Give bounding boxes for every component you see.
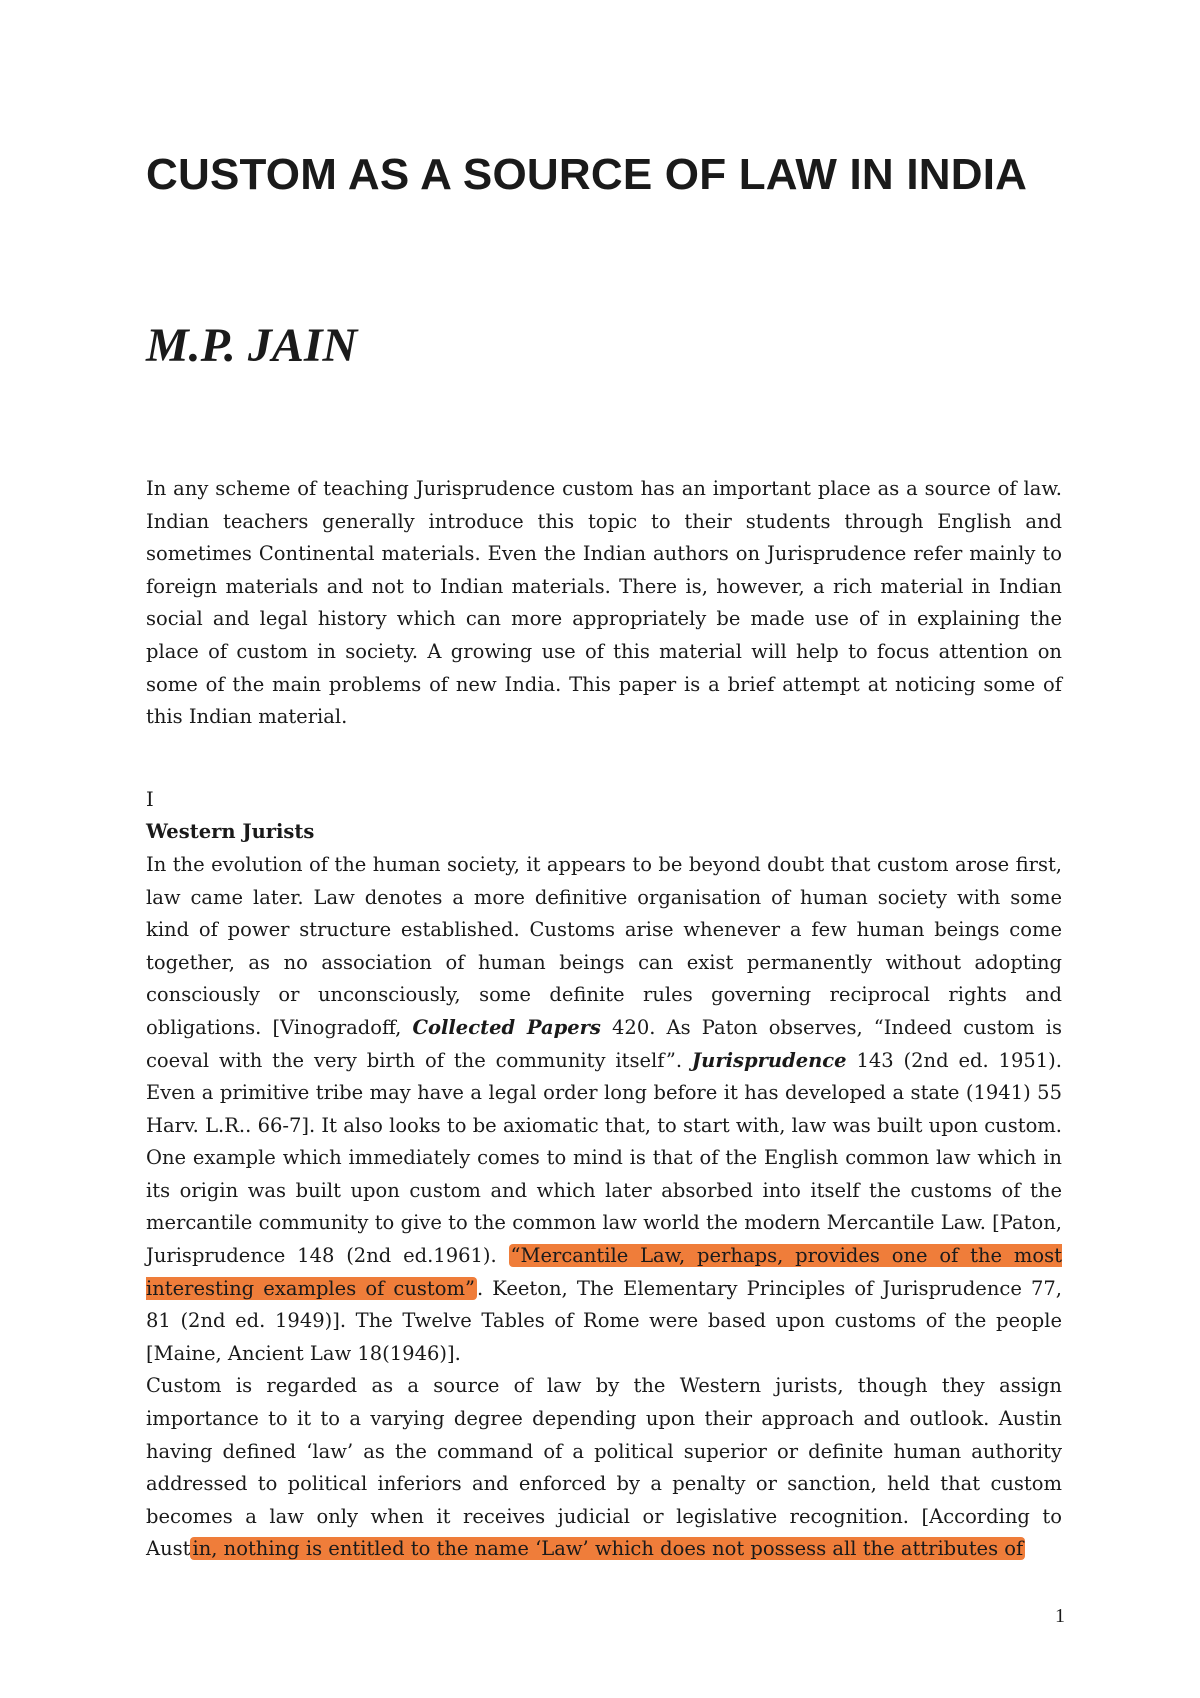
text-run: 143 (2nd ed. 1951). Even a primitive tribe may have a legal order long before it has developed a state (1941) 55 Harv. L.R.. 66-7]. It also looks to be axiomatic that, to start with, law was built upon custom. One example which immediately comes to mind is that of the English common law which in its origin was built upon custom and which later absorbed into itself the customs of the mercantile community to give to the common law world the modern Mercantile Law. [Paton, Jurisprudence 148 (2nd ed.1961). xyxy=(146,1048,1062,1268)
highlighted-passage: in, nothing is entitled to the name ‘Law’ which does not possess all the attributes of xyxy=(192,1537,1024,1561)
text-run: Custom is regarded as a source of law by the Western jurists, though they assign importance to it to a varying degree depending upon their approach and outlook. Austin having defined ‘law’ as the command of a political superior or definite human authority addressed to political inferiors and enforced by a penalty or sanction, held that custom becomes a law only when it receives judicial or legislative recognition. [According to Aust xyxy=(146,1374,1062,1561)
body-paragraph-2 xyxy=(146,1370,1062,1566)
document-body xyxy=(146,473,1062,1566)
highlighted-quote: “Mercantile Law, perhaps, provides one of the most interesting examples of custom” xyxy=(146,1244,1062,1300)
text-run: . Keeton, The Elementary Principles of Jurisprudence 77, 81 (2nd ed. 1949)]. The Twelve Tables of Rome were based upon customs of the people [Maine, Ancient Law 18(1946)]. xyxy=(146,1276,1063,1365)
intro-paragraph: In any scheme of teaching Jurisprudence custom has an important place as a source of law. Indian teachers generally introduce this topic to their students through English and sometimes Continental materials. Even the Indian authors on Jurisprudence refer mainly to foreign materials and not to Indian materials. There is, however, a rich material in Indian social and legal history which can more appropriately be made use of in explaining the place of custom in society. A growing use of this material will help to focus attention on some of the main problems of new India. This paper is a brief attempt at noticing some of this Indian material. xyxy=(146,477,1062,729)
citation-jurisprudence: Jurisprudence xyxy=(691,1048,847,1072)
paragraph-gap xyxy=(146,734,1062,784)
text-run: 420. As Paton observes, “Indeed custom is coeval with the very birth of the community itself”. xyxy=(146,1015,1063,1072)
citation-collected-papers: Collected Papers xyxy=(412,1015,601,1039)
document-author: M.P. JAIN xyxy=(146,319,358,372)
text-run: In the evolution of the human society, it appears to be beyond doubt that custom arose first, law came later. Law denotes a more definitive organisation of human society with some kind of power structure established. Customs arise whenever a few human beings come together, as no association of human beings can exist permanently without adopting consciously or unconsciously, some definite rules governing reciprocal rights and obligations. [Vinogradoff, xyxy=(146,852,1062,1039)
section-number: I xyxy=(146,787,154,811)
body-paragraph-1 xyxy=(146,849,1062,1371)
page-number: 1 xyxy=(1055,1605,1065,1627)
document-title: CUSTOM AS A SOURCE OF LAW IN INDIA xyxy=(146,150,1028,199)
section-heading: Western Jurists xyxy=(146,820,315,844)
